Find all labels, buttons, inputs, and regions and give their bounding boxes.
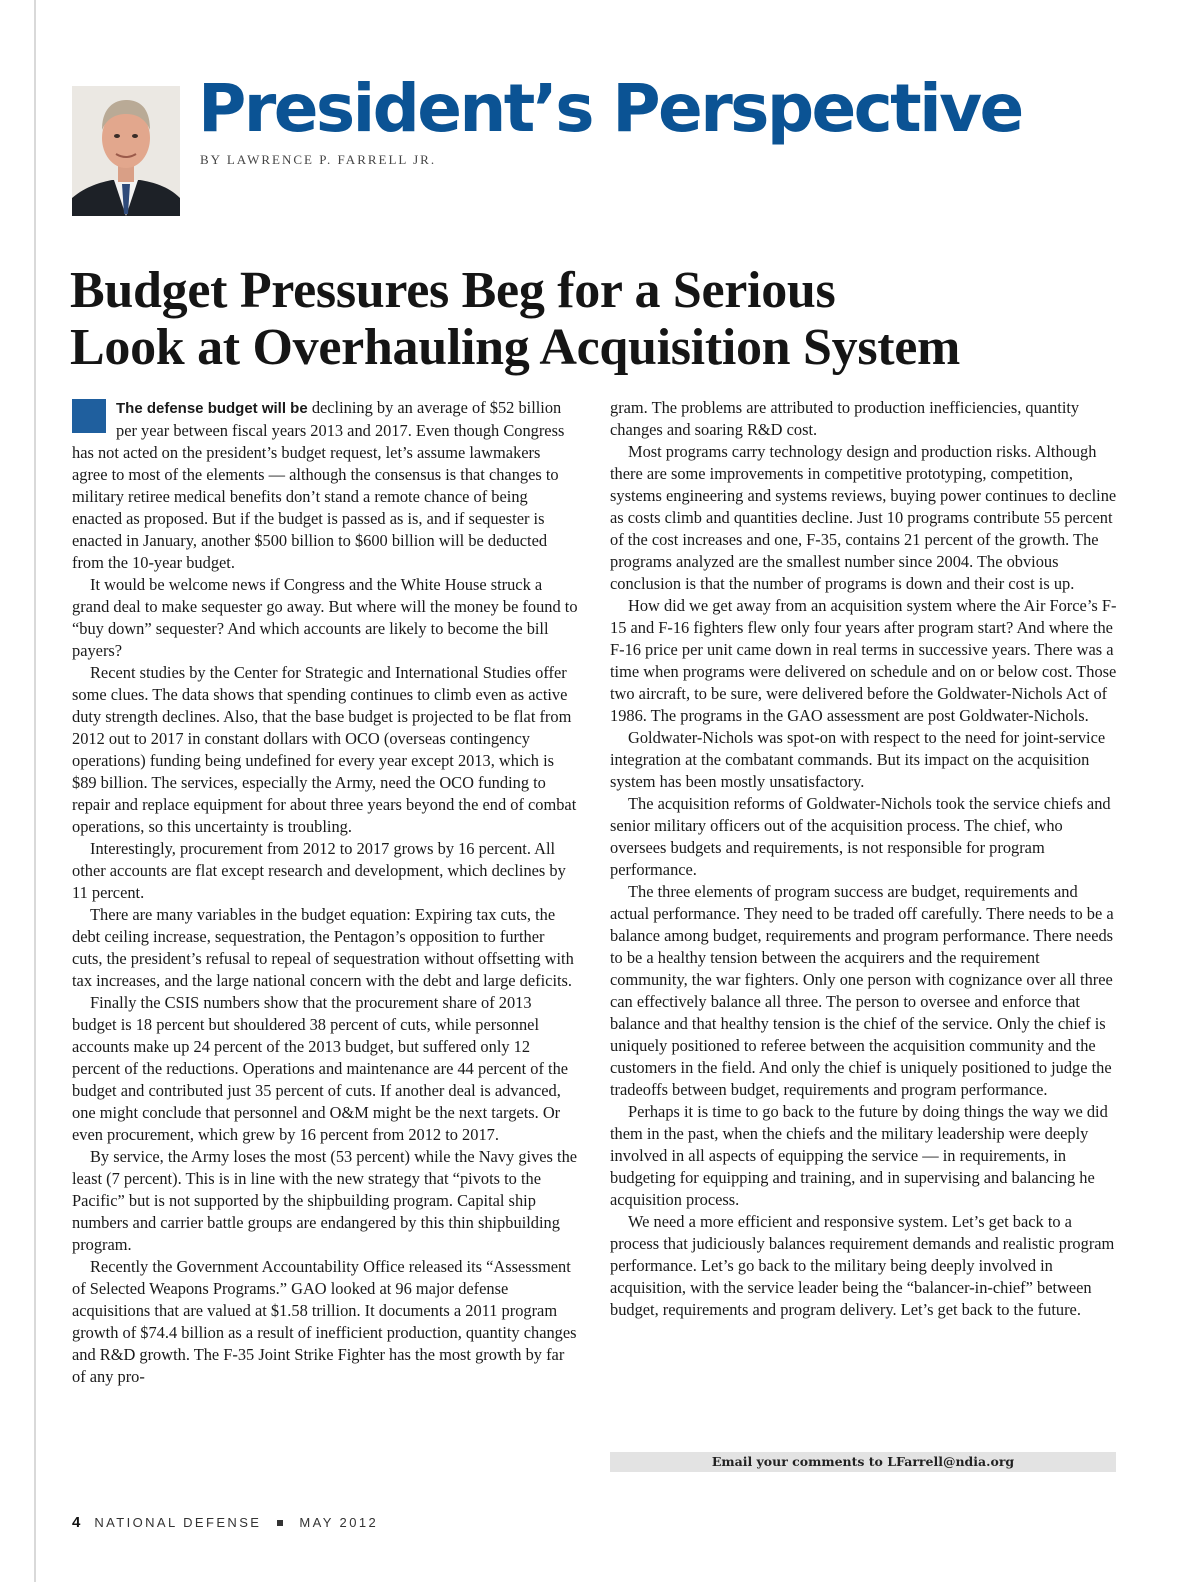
author-portrait [72, 86, 180, 216]
article-column-right [610, 397, 1118, 1321]
drop-square-icon [72, 399, 106, 433]
lead-in: The defense budget will be [116, 400, 308, 417]
paragraph: The defense budget will be declining by an average of $52 billion per year between fiscal years 2013 and 2017. Even though Congress has not acted on the president’s budget request, let’s assume lawmakers agree to most of the elements — although the consensus is that changes to military retiree medical benefits don’t stand a remote chance of being enacted as proposed. But if the budget is passed as is, and if sequester is enacted in January, another $500 billion to $600 billion will be deducted from the 10-year budget. [72, 398, 565, 572]
paragraph: gram. The problems are attributed to production inefficiencies, quantity changes and soaring R&D cost. [610, 398, 1080, 439]
byline: BY LAWRENCE P. FARRELL JR. [200, 152, 437, 167]
email-comments-bar [610, 1452, 1116, 1472]
paragraph: How did we get away from an acquisition system where the Air Force’s F-15 and F-16 fighters flew only four years after program start? And where the F-16 price per unit came down in real terms in successive years. There was a time when programs were delivered on schedule and on or below cost. Those two aircraft, to be sure, were delivered before the Goldwater-Nichols Act of 1986. The programs in the GAO assessment are post Goldwater-Nichols. [610, 596, 1117, 725]
paragraph: Interestingly, procurement from 2012 to 2017 grows by 16 percent. All other accounts are flat except research and development, which declines by 11 percent. [72, 839, 566, 902]
left-margin-rule [34, 0, 36, 1582]
paragraph: Recently the Government Accountability Office released its “Assessment of Selected Weapons Programs.” GAO looked at 96 major defense acquisitions that are valued at $1.58 trillion. It documents a 2011 program growth of $74.4 billion as a result of inefficient production, quantity changes and R&D growth. The F-35 Joint Strike Fighter has the most growth by far of any pro- [72, 1257, 577, 1386]
headline-line-2: Look at Overhauling Acquisition System [70, 319, 961, 376]
paragraph: Goldwater-Nichols was spot-on with respect to the need for joint-service integration at the combatant commands. But its impact on the acquisition system has been mostly unsatisfactory. [610, 728, 1106, 791]
article-headline [70, 262, 960, 376]
separator-square-icon [277, 1520, 283, 1526]
email-link[interactable]: LFarrell@ndia.org [887, 1454, 1015, 1469]
paragraph: We need a more efficient and responsive system. Let’s get back to a process that judiciously balances requirement demands and realistic program performance. Let’s go back to the military being deeply involved in acquisition, with the service leader being the “balancer-in-chief” between budget, requirements and program delivery. Let’s get back to the future. [610, 1212, 1115, 1319]
email-prefix: Email your comments to [711, 1454, 883, 1469]
paragraph: The three elements of program success are budget, requirements and actual performance. They need to be traded off carefully. There needs to be a balance among budget, requirements and program performance. There needs to be a healthy tension between the acquirers and the requirement community, the war fighters. Only one person with cognizance over all three can effectively balance all three. The person to oversee and enforce that balance and that healthy tension is the chief of the service. Only the chief is uniquely positioned to referee between the acquisition community and the customers in the field. And only the chief is uniquely positioned to judge the tradeoffs between budget, requirements and program performance. [610, 882, 1114, 1099]
issue-date: MAY 2012 [299, 1515, 379, 1530]
headline-line-1: Budget Pressures Beg for a Serious [70, 262, 836, 319]
article-column-left [72, 397, 578, 1388]
paragraph: The acquisition reforms of Goldwater-Nichols took the service chiefs and senior military officers out of the acquisition process. The chief, who oversees budgets and requirements, is not responsible for program performance. [610, 794, 1111, 879]
publication-name: NATIONAL DEFENSE [94, 1515, 262, 1530]
column-title: President’s Perspective [198, 70, 1022, 147]
paragraph: By service, the Army loses the most (53 percent) while the Navy gives the least (7 percent). This is in line with the new strategy that “pivots to the Pacific” but is not supported by the shipbuilding program. Capital ship numbers and carrier battle groups are endangered by this thin shipbuilding program. [72, 1147, 578, 1254]
paragraph: Most programs carry technology design and production risks. Although there are some improvements in competitive prototyping, competition, systems engineering and systems reviews, buying power continues to decline as costs climb and quantities decline. Just 10 programs contribute 55 percent of the cost increases and one, F-35, contains 21 percent of the growth. The programs analyzed are the smallest number since 2004. The obvious conclusion is that the number of programs is down and their cost is up. [610, 442, 1117, 593]
page-number: 4 [72, 1514, 81, 1531]
paragraph: Finally the CSIS numbers show that the procurement share of 2013 budget is 18 percent but shouldered 38 percent of cuts, while personnel accounts make up 24 percent of the 2013 budget, but suffered only 12 percent of the reductions. Operations and maintenance are 44 percent of the budget and contributed just 35 percent of cuts. If another deal is advanced, one might conclude that personnel and O&M might be the next targets. Or even procurement, which grew by 16 percent from 2012 to 2017. [72, 993, 569, 1144]
paragraph: Perhaps it is time to go back to the future by doing things the way we did them in the past, when the chiefs and the military leadership were deeply involved in all aspects of equipping the service — in requirements, in budgeting for equipping and training, and in supervising and balancing he acquisition process. [610, 1102, 1108, 1209]
paragraph: There are many variables in the budget equation: Expiring tax cuts, the debt ceiling increase, sequestration, the Pentagon’s opposition to further cuts, the president’s refusal to repeal of sequestration without offsetting with tax increases, and the large national concern with the debt and large deficits. [72, 905, 574, 990]
page-footer [72, 1514, 378, 1531]
paragraph: Recent studies by the Center for Strategic and International Studies offer some clues. The data shows that spending continues to climb even as active duty strength declines. Also, that the base budget is projected to be flat from 2012 out to 2017 in constant dollars with OCO (overseas contingency operations) funding being undefined for every year except 2013, which is $89 billion. The services, especially the Army, need the OCO funding to repair and replace equipment for about three years beyond the end of combat operations, so this uncertainty is troubling. [72, 663, 577, 836]
paragraph: It would be welcome news if Congress and the White House struck a grand deal to make sequester go away. But where will the money be found to “buy down” sequester? And which accounts are likely to become the bill payers? [72, 575, 578, 660]
